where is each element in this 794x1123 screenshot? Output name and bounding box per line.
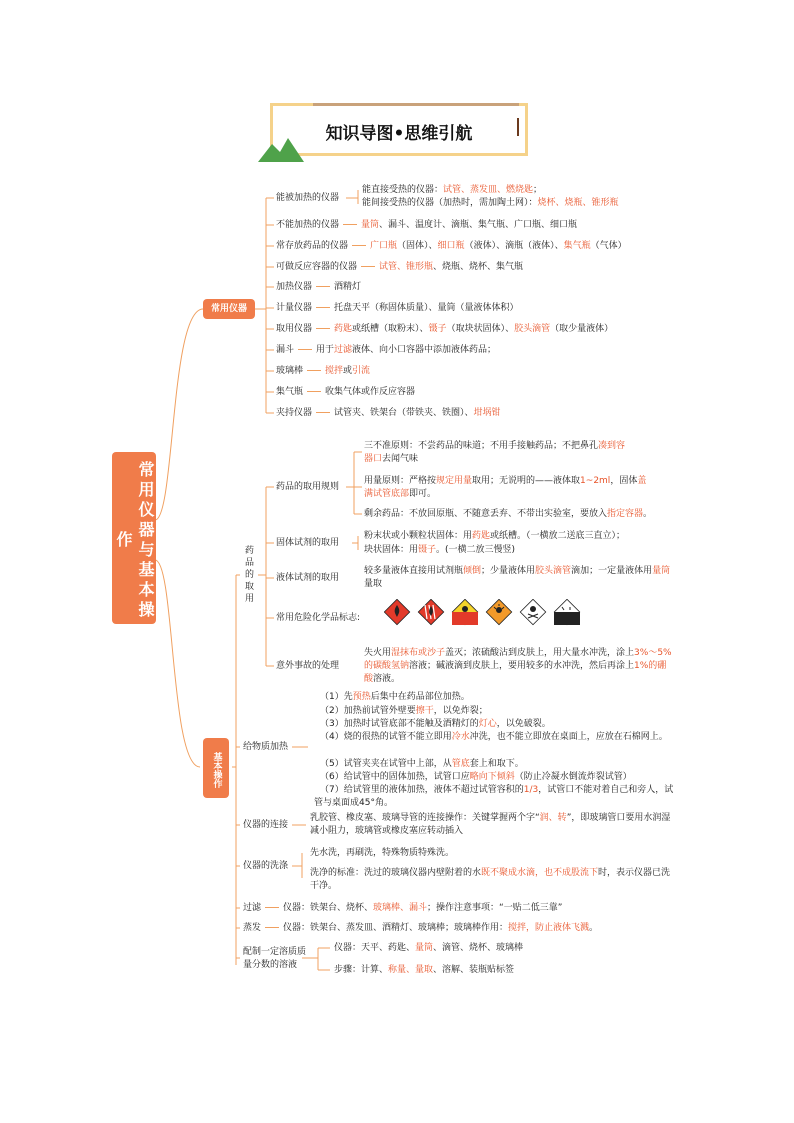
hazard-icons <box>384 599 584 627</box>
corrosive-icon <box>554 599 580 625</box>
heat-label: 能被加热的仪器 <box>276 193 340 203</box>
heatop-label: 给物质加热 <box>243 742 289 752</box>
section-basic-operations <box>203 738 229 798</box>
heat-indirect: 能间接受热的仪器（加热时，需加陶土网）：烧杯、烧瓶、锥形瓶 <box>362 198 619 208</box>
heatop-item-7: （7）给试管里的液体加热，液体不超过试管容积的1/3，试管口不能对着自己和旁人，试管与桌面成45°角。 <box>314 785 674 808</box>
section-label: 常用仪器 <box>210 304 247 314</box>
section-label: 基本操作 <box>211 752 222 788</box>
heatop-item-4: （4）烧的很热的试管不能立即用冷水冲洗，也不能立即放在桌面上，应放在石棉网上。 <box>320 732 668 742</box>
gas-row: 集气瓶 收集气体或作反应容器 <box>276 387 416 397</box>
heatop-item-5: （5）试管夹夹在试管中上部，从管底套上和取下。 <box>320 759 524 769</box>
clamp-row: 夹持仪器 试管夹、铁架台（带铁夹、铁圈）、坩埚钳 <box>276 408 501 418</box>
heat-direct: 能直接受热的仪器：试管、蒸发皿、燃烧匙； <box>362 185 543 195</box>
solid-label: 固体试剂的取用 <box>276 538 340 548</box>
lamp-row: 加热仪器 酒精灯 <box>276 282 362 292</box>
noheat-row: 不能加热的仪器 量筒、漏斗、温度计、滴瓶、集气瓶、广口瓶、细口瓶 <box>276 220 578 230</box>
heatop-item-2: （2）加热前试管外壁要擦干，以免炸裂； <box>320 706 488 716</box>
solid-powder: 粉末状或小颗粒状固体：用药匙或纸槽。（一横放二送底三直立）； <box>364 531 626 541</box>
flammable-solid-icon <box>418 599 443 624</box>
rod-row: 玻璃棒 搅拌或引流 <box>276 366 371 376</box>
store-row: 常存放药品的仪器 广口瓶（固体）、细口瓶（液体）、滴瓶（液体）、集气瓶（气体） <box>276 241 627 251</box>
title-top-bar <box>313 103 519 106</box>
evap-row: 蒸发 仪器：铁架台、蒸发皿、酒精灯、玻璃棒；玻璃棒作用：搅拌，防止液体飞溅。 <box>243 923 599 933</box>
wash-standard: 洗净的标准：洗过的玻璃仪器内壁附着的水既不聚成水滴，也不成股流下时，表示仪器已洗干净。 <box>310 868 671 891</box>
title-accent-bar <box>517 118 519 136</box>
title-box <box>270 103 528 156</box>
drug-label: 药品的取用 <box>243 545 253 605</box>
wash-step: 先水洗，再刷洗，特殊物质特殊洗。 <box>310 848 455 858</box>
rule-remaining: 剩余药品：不放回原瓶、不随意丢弃、不带出实验室，要放入指定容器。 <box>364 509 653 519</box>
flammable-icon <box>384 599 409 624</box>
rules-label: 药品的取用规则 <box>276 482 340 492</box>
connect-label: 仪器的连接 <box>243 820 289 830</box>
filter-row: 过滤 仪器：铁架台、烧杯、玻璃棒、漏斗；操作注意事项：“一贴二低三靠” <box>243 903 563 913</box>
measure-row: 计量仪器 托盘天平（称固体质量）、量筒（量液体体积） <box>276 303 519 313</box>
react-row: 可做反应容器的仪器 试管、锥形瓶、烧瓶、烧杯、集气瓶 <box>276 262 524 272</box>
explosive-icon <box>486 599 511 624</box>
hazard-label: 常用危险化学品标志: <box>276 613 361 623</box>
take-row: 取用仪器 药匙或纸槽（取粉末）、镊子（取块状固体）、胶头滴管（取少量液体） <box>276 324 614 334</box>
heatop-item-3: （3）加热时试管底部不能触及酒精灯的灯心，以免破裂。 <box>320 719 551 729</box>
toxic-icon <box>520 599 545 624</box>
solution-label-2: 量分数的溶液 <box>243 960 298 970</box>
accident-text: 失火用湿抹布或沙子盖灭；浓硫酸沾到皮肤上，用大量水冲洗，涂上3%～5%的碳酸氢钠溶液；碱液滴到皮肤上，要用较多的水冲洗，然后再涂上1%的硼酸溶液。 <box>364 648 672 684</box>
connect-text: 乳胶管、橡皮塞、玻璃导管的连接操作：关键掌握两个字“润、转”，即玻璃管口要用水润湿减小阻力，玻璃管或橡皮塞应转动插入 <box>310 813 671 836</box>
solid-block: 块状固体：用镊子。(一横二放三慢竖) <box>364 545 516 555</box>
heatop-item-1: （1）先预热后集中在药品部位加热。 <box>320 692 470 702</box>
root-node <box>112 452 156 624</box>
solution-steps: 步骤：计算、称量、量取、溶解、装瓶贴标签 <box>334 965 515 975</box>
heatop-item-6: （6）给试管中的固体加热，试管口应略向下倾斜（防止冷凝水倒流炸裂试管） <box>320 772 632 782</box>
liquid-label: 液体试剂的取用 <box>276 573 340 583</box>
accident-label: 意外事故的处理 <box>276 661 340 671</box>
solution-instruments: 仪器：天平、药匙、量筒、滴管、烧杯、玻璃棒 <box>334 943 524 953</box>
page-title: 知识导图•思维引航 <box>325 124 473 144</box>
liquid-text: 较多量液体直接用试剂瓶倾倒；少量液体用胶头滴管滴加；一定量液体用量筒量取 <box>364 566 671 589</box>
rule-three-no: 三不准原则：不尝药品的味道；不用手接触药品；不把鼻孔凑到容 器口去闻气味 <box>364 441 626 464</box>
hill-icon <box>258 134 308 162</box>
wash-label: 仪器的洗涤 <box>243 861 289 871</box>
solution-label-1: 配制一定溶质质 <box>243 947 307 957</box>
rule-dosage: 用量原则：严格按规定用量取用；无说明的——液体取1~2ml，固体盖 满试管底部即可。 <box>364 476 647 499</box>
oxidizer-icon <box>452 599 478 625</box>
funnel-row: 漏斗 用于过滤液体、向小口容器中添加液体药品； <box>276 345 497 355</box>
section-common-instruments <box>203 299 255 319</box>
root-label: 常用仪器与基本操作 <box>114 461 155 621</box>
